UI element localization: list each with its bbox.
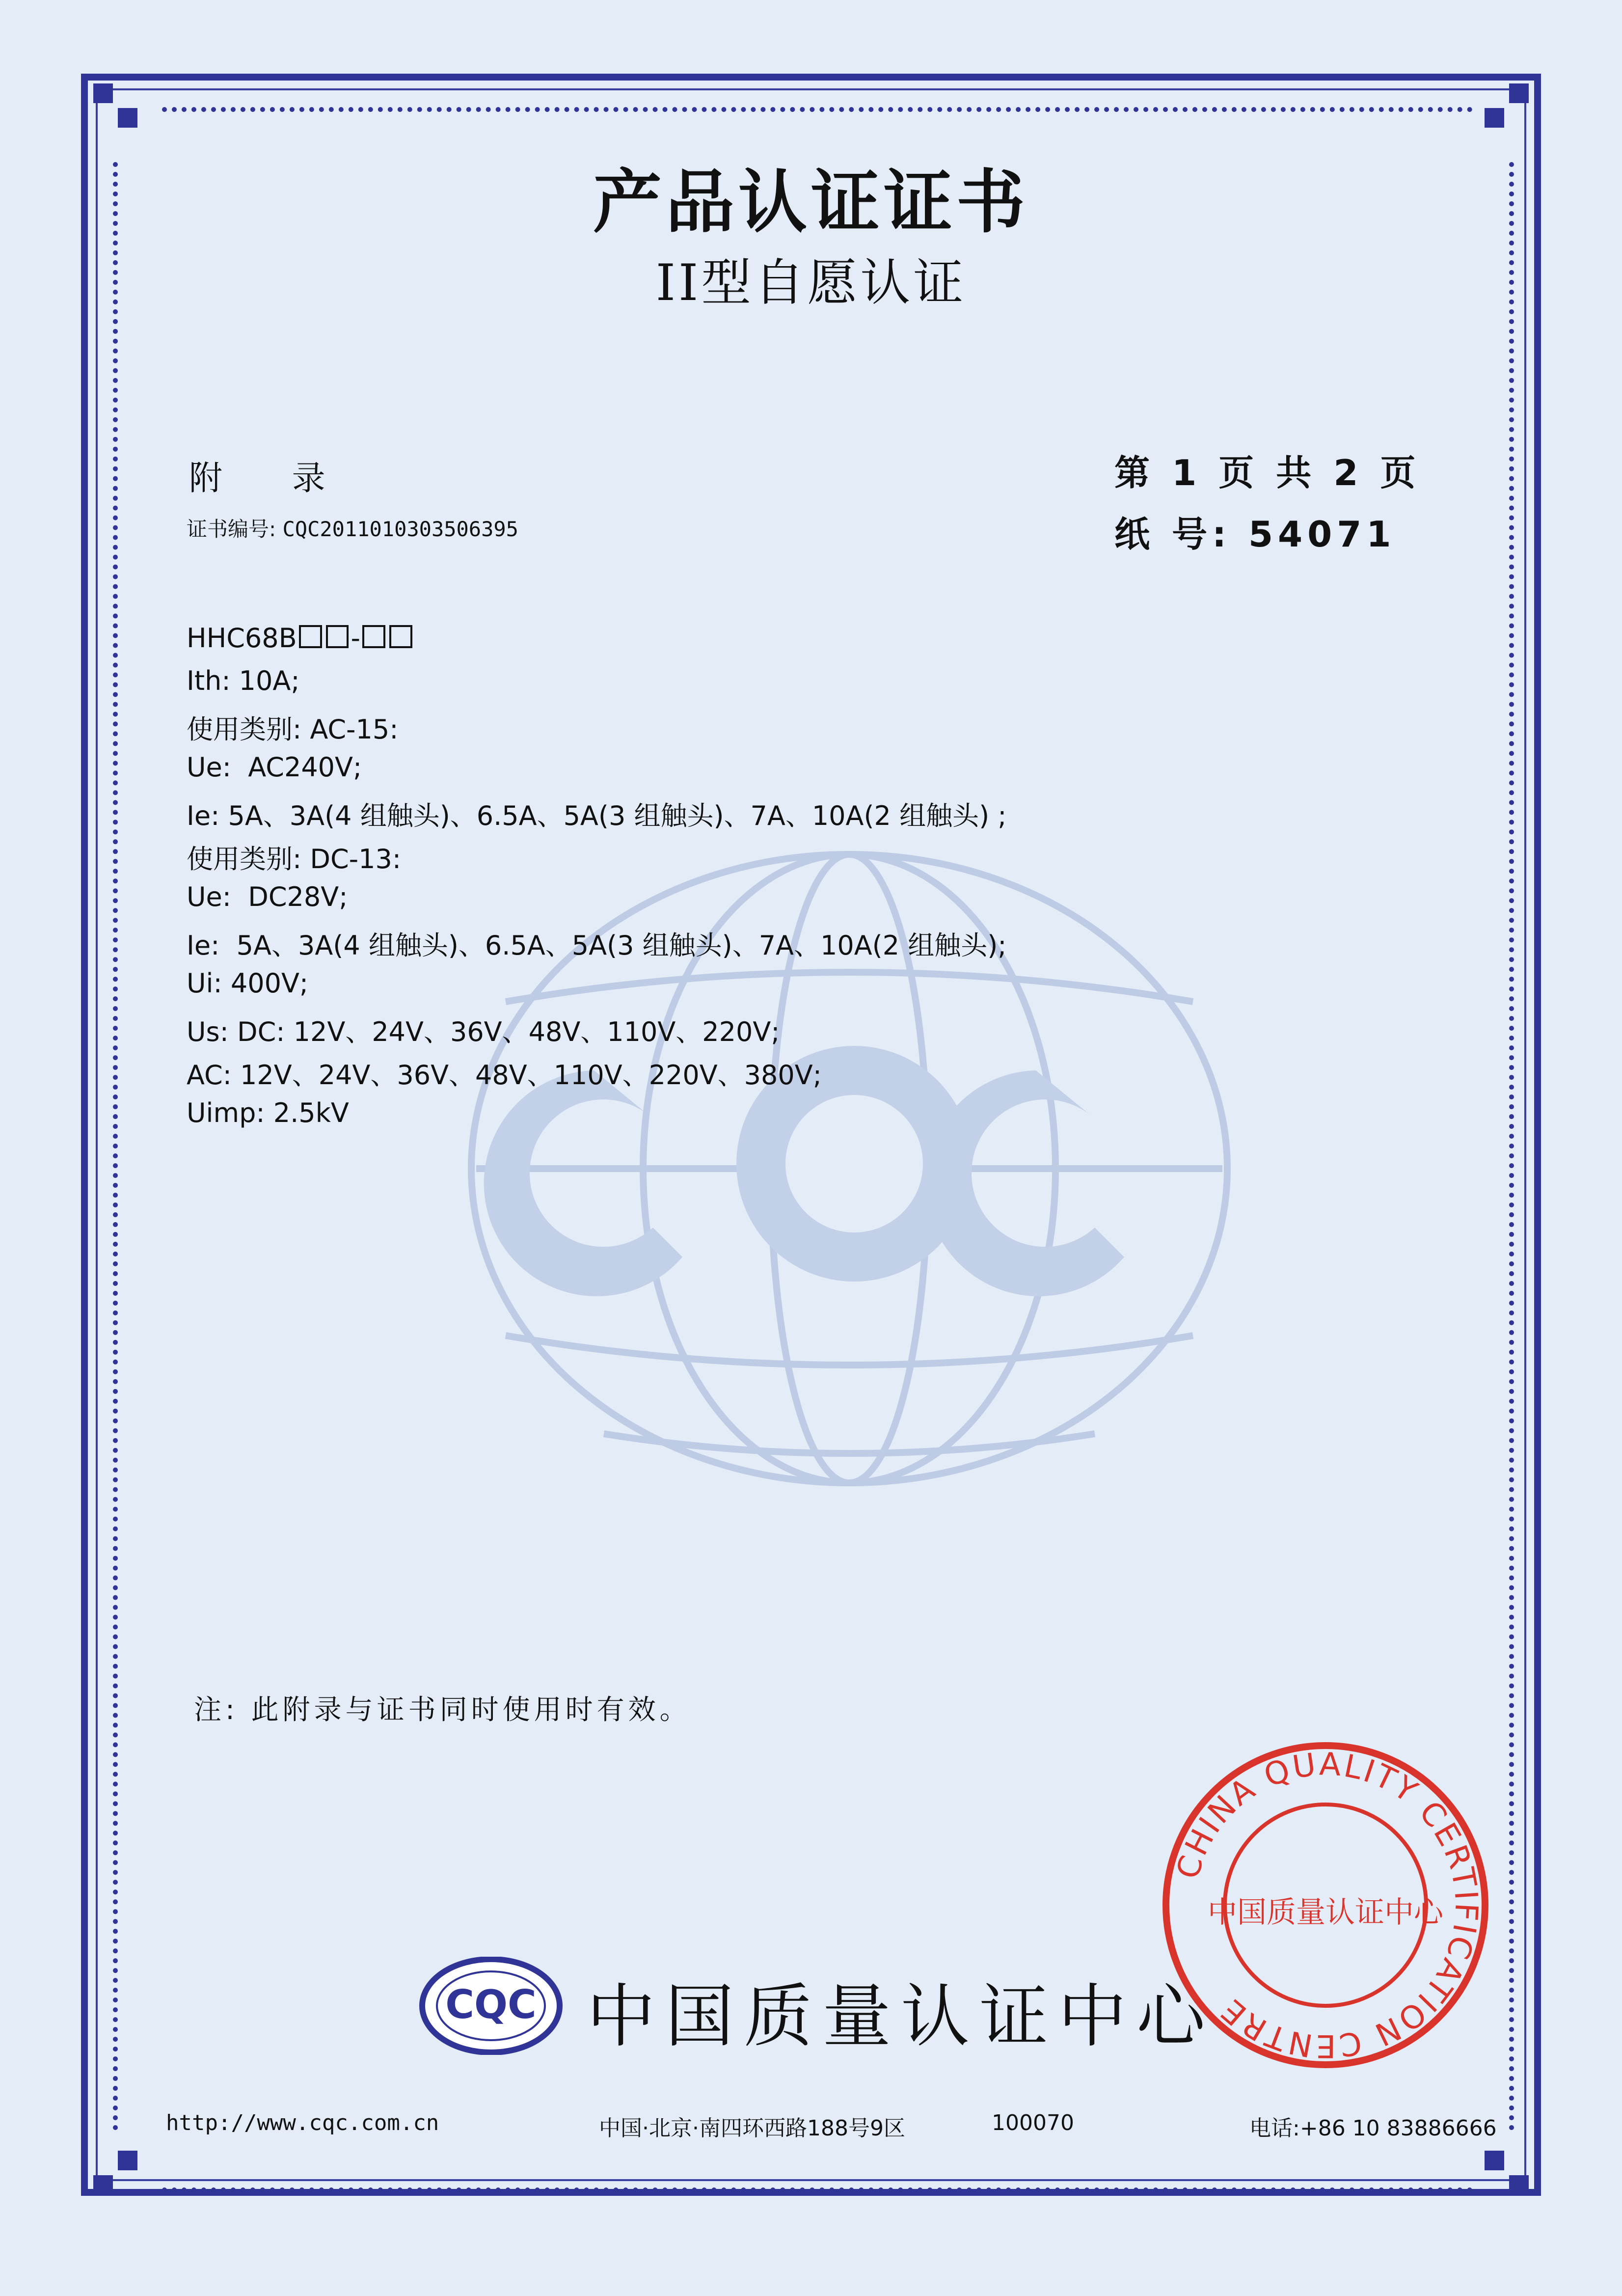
- appendix-label: 附 录: [189, 459, 355, 498]
- corner-ornament-top-left: [79, 69, 152, 142]
- footer-website: http://www.cqc.com.cn: [166, 2110, 439, 2135]
- corner-ornament-bottom-left: [79, 2136, 152, 2210]
- cert-number-label: 证书编号:: [187, 517, 276, 541]
- certificate-title: 产品认证证书: [593, 163, 1029, 243]
- corner-ornament-top-right: [1470, 69, 1543, 142]
- spec-line: Us: DC: 12V、24V、36V、48V、110V、220V;: [187, 1016, 780, 1047]
- dotted-border-bottom: [162, 2187, 1473, 2192]
- footer-phone-number: +86 10 83886666: [1299, 2116, 1497, 2141]
- cert-number: CQC2011010303506395: [282, 517, 518, 541]
- footer-postcode: 100070: [992, 2110, 1074, 2135]
- cqc-logo: [417, 1957, 565, 2055]
- seal-inner-text: 中国质量认证中心: [1208, 1895, 1443, 1930]
- spec-line: Ui: 400V;: [187, 968, 309, 999]
- footer-phone: [1249, 2110, 1497, 2142]
- spec-line: Ue: AC240V;: [187, 752, 362, 783]
- footer-phone-label: 电话:: [1249, 2116, 1300, 2141]
- seal-outer-text: CHINA QUALITY CERTIFICATION CENTRE: [1169, 1746, 1485, 2064]
- spec-line: AC: 12V、24V、36V、48V、110V、220V、380V;: [187, 1060, 822, 1091]
- paper-number: 54071: [1248, 514, 1396, 555]
- paper-number-row: [1114, 506, 1396, 557]
- spec-line: Ie: 5A、3A(4 组触头)、6.5A、5A(3 组触头)、7A、10A(2 组触头);: [187, 930, 1007, 961]
- paper-number-label: 纸 号:: [1114, 514, 1231, 555]
- model-number: HHC68B -: [187, 623, 414, 654]
- cqc-globe-watermark: [432, 795, 1267, 1532]
- corner-ornament-bottom-right: [1470, 2136, 1543, 2210]
- spec-line: Ie: 5A、3A(4 组触头)、6.5A、5A(3 组触头)、7A、10A(2 组触头) ;: [187, 800, 1007, 831]
- dotted-border-right: [1509, 162, 1514, 2131]
- spec-line: Uimp: 2.5kV: [187, 1097, 349, 1128]
- footer-address: 中国·北京·南四环西路188号9区: [599, 2116, 905, 2141]
- spec-line: 使用类别: AC-15:: [187, 714, 399, 745]
- cqc-logo-text: CQC: [445, 1982, 537, 2027]
- cert-number-row: [187, 513, 518, 543]
- page-info: 第 1 页 共 2 页: [1114, 452, 1421, 493]
- official-seal: [1159, 1738, 1492, 2072]
- dotted-border-left: [113, 162, 118, 2131]
- dotted-border-top: [162, 107, 1473, 112]
- spec-line: Ue: DC28V;: [187, 881, 348, 912]
- validity-note: 注: 此附录与证书同时使用时有效。: [194, 1694, 691, 1726]
- spec-line: 使用类别: DC-13:: [187, 844, 402, 875]
- certificate-subtitle: II型自愿认证: [655, 254, 967, 312]
- issuer-name: 中国质量认证中心: [587, 1977, 1216, 2057]
- spec-line: Ith: 10A;: [187, 665, 300, 696]
